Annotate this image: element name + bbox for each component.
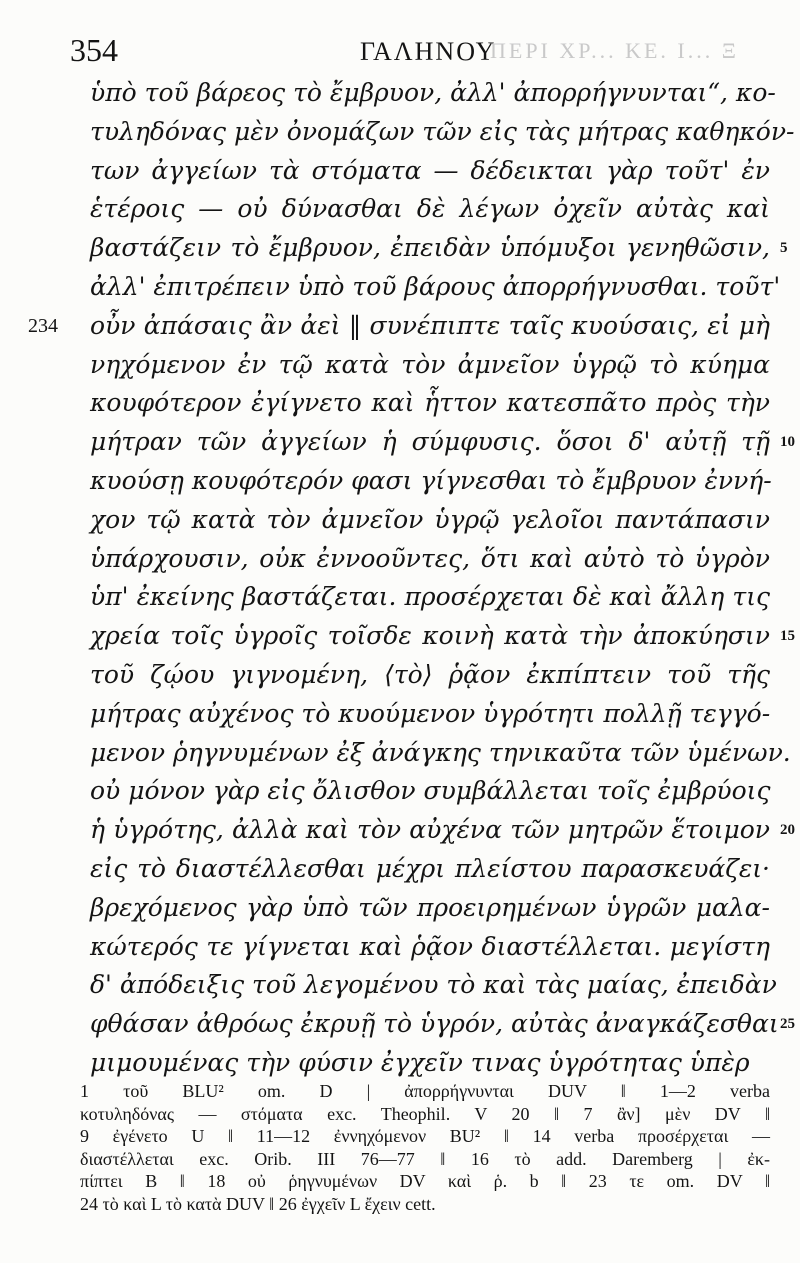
text-line (90, 229, 788, 268)
text-line (90, 1005, 795, 1044)
text-line-content: δ' ἀπόδειξις τοῦ λεγομένου τὸ καὶ τὰς μαίας, ἐπειδὰν (90, 970, 777, 1000)
text-line-content: ὑπάρχουσιν, οὐκ ἐννοοῦντες, ὅτι καὶ αὐτὸ τὸ ὑγρὸν (90, 543, 770, 573)
text-line (90, 966, 777, 1005)
text-line-content: τυληδόνας μὲν ὀνομάζων τῶν εἰς τὰς μήτρας καθηκόν- (90, 116, 795, 146)
text-line-content: κυούσῃ κουφότερόν φασι γίγνεσθαι τὸ ἔμβρυον ἐννή- (90, 465, 772, 495)
text-line-content: νηχόμενον ἐν τῷ κατὰ τὸν ἀμνεῖον ὑγρῷ τὸ κύημα (90, 349, 770, 379)
critical-apparatus (80, 1080, 770, 1215)
footnote-line: διαστέλλεται exc. Orib. III 76—77 ‖ 16 τὸ add. Daremberg | ἐκ- (80, 1148, 770, 1169)
text-line-content: χον τῷ κατὰ τὸν ἀμνεῖον ὑγρῷ γελοῖοι παντάπασιν (90, 504, 770, 534)
line-number: 5 (780, 240, 788, 257)
text-line-content: τοῦ ζῴου γιγνομένη, ⟨τὸ⟩ ῥᾷον ἐκπίπτειν τοῦ τῆς (90, 659, 770, 689)
text-line (90, 578, 770, 617)
text-line (90, 384, 770, 423)
line-number: 15 (780, 628, 795, 645)
footnote-line: πίπτει B ‖ 18 οὐ ῥηγνυμένων DV καὶ ῥ. b ‖ 23 τε om. DV ‖ (80, 1171, 770, 1191)
text-line (90, 656, 770, 695)
text-line (90, 617, 795, 656)
text-line (90, 540, 770, 579)
running-head: ΓΑΛΗΝΟΥ (360, 37, 497, 66)
edition-page-marker: 234 (28, 314, 58, 337)
show-through-text: ΠΕΡΙ ΧΡ... ΚΕ. Ι... Ξ (490, 38, 739, 63)
text-line-content: οὖν ἀπάσαις ἂν ἀεὶ ‖ συνέπιπτε ταῖς κυούσαις, εἰ μὴ (90, 310, 770, 340)
text-line (90, 152, 770, 191)
text-line (90, 190, 770, 229)
text-line-content: κουφότερον ἐγίγνετο καὶ ἧττον κατεσπᾶτο πρὸς τὴν (90, 388, 770, 418)
page-header (70, 30, 770, 74)
line-number: 25 (780, 1016, 795, 1033)
text-line (90, 772, 770, 811)
text-line (28, 307, 770, 346)
text-line (90, 811, 795, 850)
text-line-content: κώτερός τε γίγνεται καὶ ῥᾷον διαστέλλεται. μεγίστη (90, 931, 770, 961)
text-line (90, 74, 776, 113)
text-line-content: ἑτέροις — οὐ δύνασθαι δὲ λέγων ὀχεῖν αὐτὰς καὶ (90, 194, 770, 224)
footnote-line: 24 τὸ καὶ L τὸ κατὰ DUV ‖ 26 ἐγχεῖν L ἔχειν cett. (80, 1193, 436, 1214)
text-line-content: ὑπὸ τοῦ βάρεος τὸ ἔμβρυον, ἀλλ' ἀπορρήγνυνται“, κο- (90, 78, 776, 107)
text-line (90, 850, 770, 889)
text-line (90, 889, 770, 928)
text-line (90, 346, 770, 385)
text-line (90, 928, 770, 967)
text-line-content: οὐ μόνον γὰρ εἰς ὄλισθον συμβάλλεται τοῖς ἐμβρύοις (90, 776, 771, 806)
line-number: 10 (780, 434, 795, 451)
greek-body-text (28, 74, 795, 1083)
text-line-content: ἡ ὑγρότης, ἀλλὰ καὶ τὸν αὐχένα τῶν μητρῶν ἕτοιμον (90, 815, 770, 845)
footnote-line: κοτυληδόνας — στόματα exc. Theophil. V 20 ‖ 7 ἂν] μὲν DV ‖ (80, 1103, 770, 1124)
text-line-content: φθάσαν ἀθρόως ἐκρυῇ τὸ ὑγρόν, αὐτὰς ἀναγκάζεσθαι (90, 1009, 779, 1039)
text-line-content: βαστάζειν τὸ ἔμβρυον, ἐπειδὰν ὑπόμυξοι γενηθῶσιν, (90, 233, 770, 263)
text-line (90, 423, 795, 462)
footnote-line: 9 ἐγένετο U ‖ 11—12 ἐννηχόμενον BU² ‖ 14 verba προσέρχεται — (80, 1126, 770, 1146)
text-line (90, 462, 770, 501)
text-line-content: ἀλλ' ἐπιτρέπειν ὑπὸ τοῦ βάρους ἀπορρήγνυσθαι. τοῦτ' (90, 271, 781, 301)
text-line-content: των ἀγγείων τὰ στόματα — δέδεικται γὰρ τοῦτ' ἐν (90, 155, 770, 185)
text-line-content: βρεχόμενος γὰρ ὑπὸ τῶν προειρημένων ὑγρῶν μαλα- (90, 892, 770, 922)
line-number: 20 (780, 822, 795, 839)
text-line-content: μιμουμένας τὴν φύσιν ἐγχεῖν τινας ὑγρότητας ὑπὲρ (90, 1047, 750, 1077)
text-line-content: μήτρας αὐχένος τὸ κυούμενον ὑγρότητι πολλῇ τεγγό- (90, 698, 771, 728)
text-line-content: χρεία τοῖς ὑγροῖς τοῖσδε κοινὴ κατὰ τὴν ἀποκύησιν (90, 621, 770, 651)
text-line (90, 1044, 770, 1083)
text-line-content: εἰς τὸ διαστέλλεσθαι μέχρι πλείστου παρασκευάζει· (90, 853, 770, 883)
text-line (90, 268, 781, 307)
text-line (90, 501, 770, 540)
page-number: 354 (70, 32, 118, 68)
text-line-content: μήτραν τῶν ἀγγείων ἡ σύμφυσις. ὅσοι δ' αὐτῇ τῇ (90, 427, 770, 457)
footnote-line: 1 τοῦ BLU² om. D | ἀπορρήγνυνται DUV ‖ 1—2 verba (80, 1081, 770, 1101)
text-line (90, 113, 795, 152)
text-line (90, 734, 791, 773)
text-line-content: ὑπ' ἐκείνης βαστάζεται. προσέρχεται δὲ καὶ ἄλλη τις (90, 582, 770, 612)
text-line-content: μενον ῥηγνυμένων ἐξ ἀνάγκης τηνικαῦτα τῶν ὑμένων. (90, 737, 791, 767)
text-line (90, 695, 770, 734)
